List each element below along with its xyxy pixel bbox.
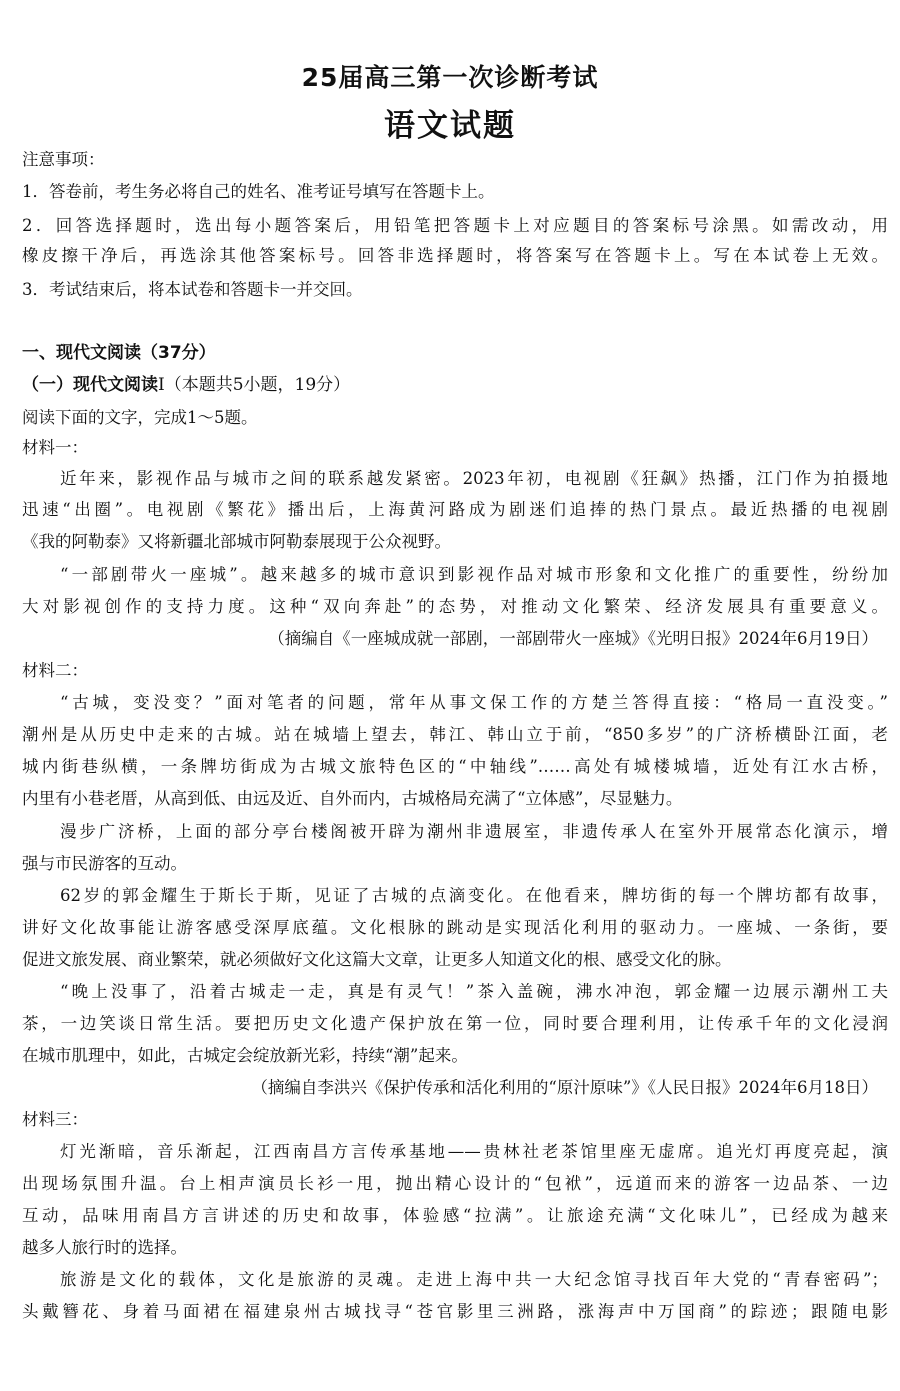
material-1-source: （摘编自《一座城成就一部剧，一部剧带火一座城》《光明日报》2024年6月19日） (268, 629, 878, 648)
material-3-line: 互动，品味用南昌方言讲述的历史和故事，体验感“拉满”。让旅途充满“文化味儿”，已经成为越来 (22, 1206, 888, 1225)
subsection-heading-bold: （一）现代文阅读 (22, 375, 158, 395)
material-2-line: 城内街巷纵横，一条牌坊街成为古城文旅特色区的“中轴线”……高处有城楼城墙，近处有江水古桥， (22, 757, 888, 776)
notice-item-2-line-2: 橡皮擦干净后，再选涂其他答案标号。回答非选择题时，将答案写在答题卡上。写在本试卷上无效。 (22, 246, 888, 265)
material-2-line: 促进文旅发展、商业繁荣，就必须做好文化这篇大文章，让更多人知道文化的根、感受文化的脉。 (22, 950, 732, 969)
exam-title: 25届高三第一次诊断考试 (301, 63, 599, 92)
subsection-heading (22, 373, 888, 397)
subsection-heading-rest: Ⅰ（本题共5小题，19分） (158, 375, 351, 395)
material-2-line: 62岁的郭金耀生于斯长于斯，见证了古城的点滴变化。在他看来，牌坊街的每一个牌坊都有故事， (60, 886, 888, 905)
material-2-line: 潮州是从历史中走来的古城。站在城墙上望去，韩江、韩山立于前，“850多岁”的广济桥横卧江面，老 (22, 725, 888, 744)
material-1-line: 《我的阿勒泰》又将新疆北部城市阿勒泰展现于公众视野。 (22, 532, 451, 551)
notice-item-2-line-1: 2．回答选择题时，选出每小题答案后，用铅笔把答题卡上对应题目的答案标号涂黑。如需改动，用 (22, 216, 888, 235)
material-3-line: 旅游是文化的载体，文化是旅游的灵魂。走进上海中共一大纪念馆寻找百年大党的“青春密码”； (60, 1270, 888, 1289)
material-3-label: 材料三： (22, 1110, 88, 1129)
material-2-line: 内里有小巷老厝，从高到低、由远及近、自外而内，古城格局充满了“立体感”，尽显魅力。 (22, 789, 683, 808)
material-3-line: 越多人旅行时的选择。 (22, 1238, 187, 1257)
material-2-line: 在城市肌理中，如此，古城定会绽放新光彩，持续“潮”起来。 (22, 1046, 468, 1065)
material-1-line: 大对影视创作的支持力度。这种“双向奔赴”的态势，对推动文化繁荣、经济发展具有重要意义。 (22, 597, 888, 616)
notice-item-3: 3．考试结束后，将本试卷和答题卡一并交回。 (22, 280, 363, 299)
notice-heading: 注意事项： (22, 150, 105, 169)
material-2-label: 材料二： (22, 661, 88, 680)
material-1-line: 迅速“出圈”。电视剧《繁花》播出后，上海黄河路成为剧迷们追捧的热门景点。最近热播的电视剧 (22, 500, 888, 519)
material-1-line: 近年来，影视作品与城市之间的联系越发紧密。2023年初，电视剧《狂飙》热播，江门作为拍摄地 (60, 469, 888, 488)
material-2-line: 讲好文化故事能让游客感受深厚底蕴。文化根脉的跳动是实现活化利用的驱动力。一座城、一条街，要 (22, 918, 888, 937)
material-2-line: 强与市民游客的互动。 (22, 854, 187, 873)
material-2-line: “晚上没事了，沿着古城走一走，真是有灵气！”茶入盖碗，沸水冲泡，郭金耀一边展示潮州工夫 (60, 982, 888, 1001)
material-2-source: （摘编自李洪兴《保护传承和活化利用的“原汁原味”》《人民日报》2024年6月18日） (251, 1078, 878, 1097)
material-3-line: 头戴簪花、身着马面裙在福建泉州古城找寻“苍官影里三洲路，涨海声中万国商”的踪迹；跟随电影 (22, 1302, 888, 1321)
material-3-line: 出现场氛围升温。台上相声演员长衫一甩，抛出精心设计的“包袱”，远道而来的游客一边品茶、一边 (22, 1174, 888, 1193)
material-3-line: 灯光渐暗，音乐渐起，江西南昌方言传承基地——贵林社老茶馆里座无虚席。追光灯再度亮起，演 (60, 1142, 888, 1161)
exam-subtitle: 语文试题 (384, 108, 516, 144)
material-1-line: “一部剧带火一座城”。越来越多的城市意识到影视作品对城市形象和文化推广的重要性，纷纷加 (60, 565, 888, 584)
material-2-line: 漫步广济桥，上面的部分亭台楼阁被开辟为潮州非遗展室，非遗传承人在室外开展常态化演示，增 (60, 822, 888, 841)
instruction: 阅读下面的文字，完成1～5题。 (22, 408, 258, 427)
material-2-line: 茶，一边笑谈日常生活。要把历史文化遗产保护放在第一位，同时要合理利用，让传承千年的文化浸润 (22, 1014, 888, 1033)
notice-item-1: 1．答卷前，考生务必将自己的姓名、准考证号填写在答题卡上。 (22, 182, 495, 201)
material-2-line: “古城，变没变？”面对笔者的问题，常年从事文保工作的方楚兰答得直接：“格局一直没变。” (60, 693, 888, 712)
material-1-label: 材料一： (22, 438, 88, 457)
section-heading: 一、现代文阅读（37分） (22, 343, 216, 363)
